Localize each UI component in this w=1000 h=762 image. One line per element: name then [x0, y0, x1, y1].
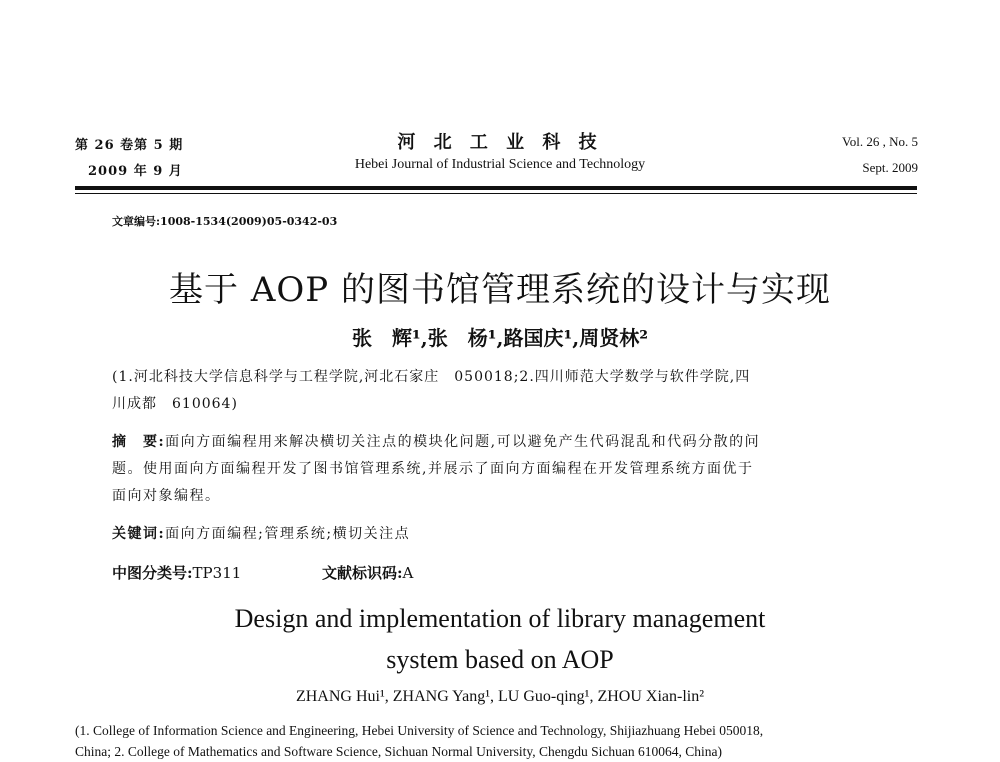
header-rule-thick [75, 186, 917, 190]
title-en-line2: system based on AOP [386, 645, 614, 674]
article-number: 文章编号:1008-1534(2009)05-0342-03 [112, 215, 338, 228]
affiliation-cn-line1: (1.河北科技大学信息科学与工程学院,河北石家庄 050018;2.四川师范大学数学与软件学院,四 [112, 369, 751, 385]
journal-name-en: Hebei Journal of Industrial Science and Technology [354, 157, 646, 172]
authors-cn: 张 辉¹,张 杨¹,路国庆¹,周贤林² [352, 326, 648, 350]
date-cn: 2009 年 9 月 [88, 164, 183, 179]
authors-en: ZHANG Hui¹, ZHANG Yang¹, LU Guo-qing¹, ZHOU Xian-lin² [295, 688, 705, 705]
classification-label: 中图分类号: [112, 564, 193, 582]
affiliation-en-line2: China; 2. College of Mathematics and Software Science, Sichuan Normal University, Chengdu Sichuan 610064, China) [75, 744, 722, 759]
document-code [322, 562, 413, 583]
abstract-text-1: 面向方面编程用来解决横切关注点的模块化问题,可以避免产生代码混乱和代码分散的问 [165, 434, 761, 450]
document-code-label: 文献标识码: [322, 564, 403, 582]
date-en: Sept. 2009 [862, 160, 918, 175]
classification [112, 562, 241, 583]
abstract-line1 [112, 429, 902, 456]
document-code-value: A [402, 564, 414, 582]
volume-issue-en: Vol. 26 , No. 5 [842, 134, 918, 149]
abstract-line2: 题。使用面向方面编程开发了图书馆管理系统,并展示了面向方面编程在开发管理系统方面优于 [112, 461, 754, 477]
keywords-label: 关键词: [112, 526, 166, 542]
keywords [112, 521, 902, 548]
affiliation-cn-line2: 川成都 610064) [112, 396, 238, 412]
abstract-line3: 面向对象编程。 [112, 488, 221, 504]
title-cn: 基于 AOP 的图书馆管理系统的设计与实现 [169, 270, 831, 310]
title-en-line1: Design and implementation of library management [234, 604, 766, 633]
header-rule-thin [75, 193, 917, 194]
classification-value: TP311 [192, 564, 242, 582]
affiliation-en-line1: (1. College of Information Science and Engineering, Hebei University of Science and Technology, Shijiazhuang Hebei 050018, [75, 723, 764, 738]
journal-name-cn: 河 北 工 业 科 技 [397, 132, 603, 153]
keywords-text: 面向方面编程;管理系统;横切关注点 [165, 526, 411, 542]
volume-issue-cn: 第 26 卷第 5 期 [75, 138, 184, 153]
abstract-label: 摘 要: [112, 434, 166, 450]
